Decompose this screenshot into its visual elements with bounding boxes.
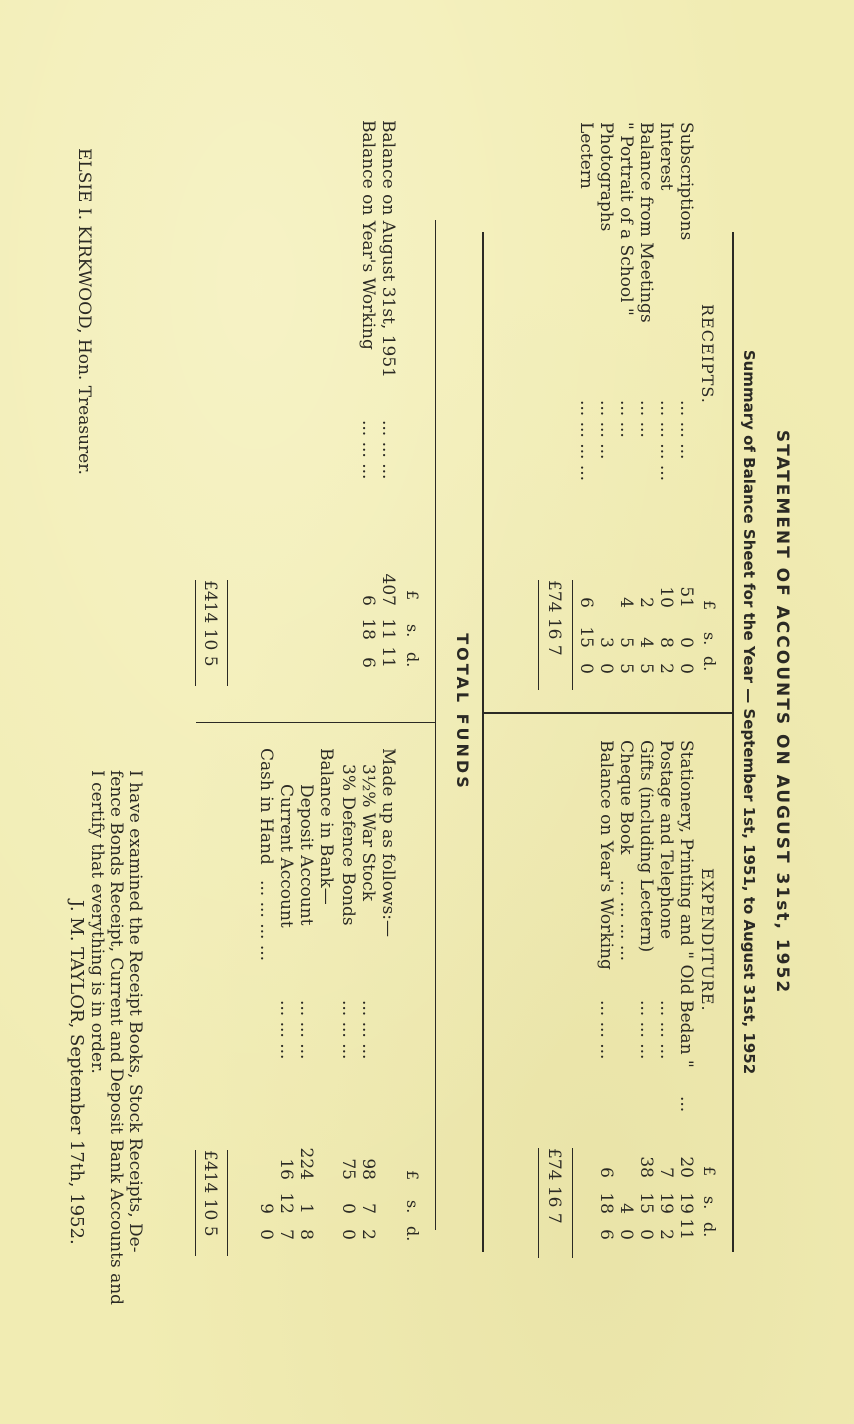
middle-rule	[482, 232, 484, 1252]
funds-left-total-rule-bottom	[195, 580, 196, 686]
funds-right-row-dots: ... ... ...	[296, 1000, 316, 1060]
funds-right-row-pounds: 98	[358, 1158, 378, 1180]
receipts-col-pounds: £	[700, 600, 719, 611]
receipts-row-shillings: 5	[616, 637, 636, 648]
expenditure-heading: EXPENDITURE.	[698, 868, 717, 1012]
expenditure-col-pounds: £	[700, 1166, 719, 1177]
auditor-note-line-2: fence Bonds Receipt, Current and Deposit Bank Accounts and	[106, 770, 126, 1306]
document-title: STATEMENT OF ACCOUNTS ON AUGUST 31st, 1952	[772, 429, 792, 995]
funds-left-col-pounds: £	[403, 590, 422, 601]
receipts-col-pence: d.	[700, 656, 719, 672]
expenditure-row-shillings: 19	[656, 1192, 676, 1214]
expenditure-row-shillings: 15	[636, 1192, 656, 1214]
funds-right-row-label: Balance in Bank—	[316, 748, 336, 905]
receipts-row-dots: ... ...	[636, 400, 656, 438]
auditor-note-line-3: I certify that everything is in order.	[87, 770, 107, 1074]
expenditure-row-shillings: 18	[596, 1192, 616, 1214]
expenditure-row-dots: ... ... ...	[596, 1000, 616, 1060]
funds-right-row-pence: 0	[338, 1229, 358, 1240]
funds-right-col-pounds: £	[403, 1170, 422, 1181]
funds-left-row-label: Balance on August 31st, 1951	[378, 120, 398, 378]
funds-left-col-pence: d.	[403, 652, 422, 668]
funds-right-col-pence: d.	[403, 1226, 422, 1242]
receipts-row-label: Lectern	[576, 122, 596, 189]
receipts-row-pounds: 10	[656, 586, 676, 608]
receipts-heading: RECEIPTS.	[698, 304, 717, 404]
receipts-row-pence: 0	[576, 663, 596, 674]
funds-right-row-shillings: 1	[296, 1203, 316, 1214]
funds-right-total-rule-top	[227, 1150, 228, 1256]
funds-right-row-label: 3% Defence Bonds	[338, 764, 358, 926]
auditor-signature: J. M. TAYLOR, September 17th, 1952.	[66, 900, 87, 1245]
expenditure-total: £74 16 7	[544, 1148, 564, 1224]
expenditure-row-pence: 11	[676, 1218, 696, 1240]
funds-right-row-label: Current Account	[276, 784, 296, 928]
top-rule	[732, 232, 734, 1252]
funds-right-row-pence: 8	[296, 1229, 316, 1240]
receipts-row-dots: ... ... ...	[596, 400, 616, 460]
receipts-col-shillings: s.	[700, 632, 719, 646]
expenditure-row-pence: 2	[656, 1229, 676, 1240]
expenditure-row-label: Cheque Book	[616, 740, 636, 855]
receipts-row-pounds: 51	[676, 586, 696, 608]
receipts-row-label: Photographs	[596, 122, 616, 232]
expenditure-row-label: Stationery, Printing and " Old Bedan "	[676, 740, 696, 1068]
funds-right-row-label: Made up as follows:—	[378, 748, 398, 938]
expenditure-row-pence: 0	[616, 1229, 636, 1240]
expenditure-col-shillings: s.	[700, 1196, 719, 1210]
receipts-row-pounds: 4	[616, 597, 636, 608]
funds-left-total-rule-top	[227, 580, 228, 686]
funds-right-row-label: Deposit Account	[296, 784, 316, 926]
receipts-row-shillings: 8	[656, 637, 676, 648]
funds-right-row-dots: ... ... ...	[276, 1000, 296, 1060]
receipts-row-dots: ... ... ...	[676, 400, 696, 460]
funds-right-row-shillings: 7	[358, 1203, 378, 1214]
expenditure-row-dots: ... ... ...	[656, 1000, 676, 1060]
funds-right-row-shillings: 0	[338, 1203, 358, 1214]
funds-left-total: £414 10 5	[200, 580, 220, 667]
receipts-row-shillings: 15	[576, 626, 596, 648]
expenditure-row-shillings: 4	[616, 1203, 636, 1214]
receipts-row-label: Interest	[656, 122, 676, 191]
document-subtitle: Summary of Balance Sheet for the Year — September 1st, 1951, to August 31st, 1952	[740, 349, 758, 1075]
total-funds-heading: TOTAL FUNDS	[453, 633, 472, 791]
funds-left-row-pence: 6	[358, 657, 378, 668]
funds-column-divider	[196, 722, 436, 723]
funds-left-row-dots: ... ... ...	[378, 420, 398, 480]
auditor-note-line-1: I have examined the Receipt Books, Stock Receipts, De-	[125, 770, 145, 1253]
funds-left-row-label: Balance on Year's Working	[358, 120, 378, 350]
expenditure-row-dots: ... ... ...	[636, 1000, 656, 1060]
receipts-row-label: Balance from Meetings	[636, 122, 656, 323]
funds-right-col-shillings: s.	[403, 1200, 422, 1214]
receipts-row-pence: 2	[656, 663, 676, 674]
expenditure-row-pence: 6	[596, 1229, 616, 1240]
funds-right-row-pence: 0	[256, 1229, 276, 1240]
funds-right-row-label: 3½% War Stock	[358, 764, 378, 902]
expenditure-row-pounds: 7	[656, 1167, 676, 1178]
expenditure-row-dots: ... ... ... ...	[616, 880, 636, 962]
funds-right-row-dots: ... ... ... ...	[256, 880, 276, 962]
column-divider	[482, 712, 734, 714]
funds-right-total-rule-bottom	[195, 1150, 196, 1256]
expenditure-row-shillings: 19	[676, 1192, 696, 1214]
receipts-row-pounds: 2	[636, 597, 656, 608]
funds-left-row-shillings: 11	[378, 618, 398, 640]
funds-left-row-pence: 11	[378, 646, 398, 668]
funds-right-row-pence: 2	[358, 1229, 378, 1240]
funds-top-rule	[435, 220, 436, 1230]
receipts-row-shillings: 0	[676, 637, 696, 648]
funds-right-row-label: Cash in Hand	[256, 748, 276, 865]
expenditure-row-pounds: 38	[636, 1156, 656, 1178]
receipts-row-dots: ... ... ... ...	[576, 400, 596, 482]
funds-right-row-pounds: 224	[296, 1147, 316, 1180]
expenditure-total-rule-top	[572, 1148, 573, 1258]
receipts-row-label: Subscriptions	[676, 122, 696, 241]
funds-right-row-dots: ... ... ...	[358, 1000, 378, 1060]
expenditure-row-pounds: 6	[596, 1167, 616, 1178]
funds-left-col-shillings: s.	[403, 624, 422, 638]
expenditure-col-pence: d.	[700, 1222, 719, 1238]
receipts-row-shillings: 4	[636, 637, 656, 648]
receipts-row-pounds: 6	[576, 597, 596, 608]
expenditure-row-pounds: 20	[676, 1156, 696, 1178]
receipts-total: £74 16 7	[544, 580, 564, 656]
receipts-row-pence: 0	[596, 663, 616, 674]
receipts-total-rule-top	[572, 580, 573, 690]
receipts-total-rule-bottom	[538, 580, 539, 690]
treasurer-signature: ELSIE I. KIRKWOOD, Hon. Treasurer.	[74, 148, 94, 475]
receipts-row-shillings: 3	[596, 637, 616, 648]
expenditure-row-label: Gifts (including Lectern)	[636, 740, 656, 953]
funds-right-row-shillings: 12	[276, 1192, 296, 1214]
funds-left-row-shillings: 18	[358, 618, 378, 640]
receipts-row-dots: ... ... ... ...	[656, 400, 676, 482]
expenditure-row-pence: 0	[636, 1229, 656, 1240]
funds-right-row-shillings: 9	[256, 1203, 276, 1214]
receipts-row-dots: ... ...	[616, 400, 636, 438]
funds-left-row-dots: ... ... ...	[358, 420, 378, 480]
expenditure-row-dots: ...	[676, 1096, 696, 1113]
funds-right-total: £414 10 5	[200, 1150, 220, 1237]
receipts-row-pence: 0	[676, 663, 696, 674]
expenditure-total-rule-bottom	[538, 1148, 539, 1258]
funds-right-row-pounds: 75	[338, 1158, 358, 1180]
funds-right-row-pounds: 16	[276, 1158, 296, 1180]
expenditure-row-label: Balance on Year's Working	[596, 740, 616, 970]
funds-right-row-dots: ... ... ...	[338, 1000, 358, 1060]
receipts-row-pence: 5	[616, 663, 636, 674]
funds-left-row-pounds: 6	[358, 595, 378, 606]
receipts-row-pence: 5	[636, 663, 656, 674]
funds-left-row-pounds: 407	[378, 573, 398, 606]
expenditure-row-label: Postage and Telephone	[656, 740, 676, 940]
receipts-row-label: " Portrait of a School "	[616, 122, 636, 316]
funds-right-row-pence: 7	[276, 1229, 296, 1240]
